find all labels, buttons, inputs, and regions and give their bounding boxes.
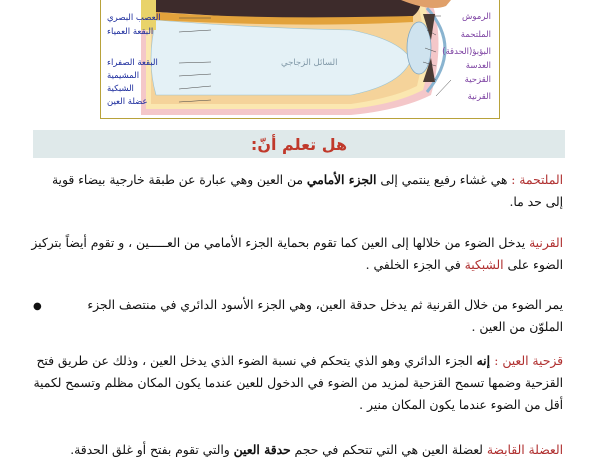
label-optic-nerve: العصب البصري [107, 13, 161, 23]
eye-anatomy-diagram [100, 0, 500, 119]
paragraph-cornea: القرنية يدخل الضوء من خلالها إلى العين كما تقوم بحماية الجزء الأمامي من العـــــين ، و تقوم أيضاً بتركيز الضوء على الشبكية في الجزء الخلفي . [31, 236, 563, 272]
term-retina: الشبكية [464, 258, 504, 272]
term-cornea: القرنية [529, 236, 563, 250]
term-conjunctiva: الملتحمة : [511, 173, 563, 187]
term-iris: قزحية العين : [494, 354, 563, 368]
paragraph-pupil: يمر الضوء من خلال القرنية ثم يدخل حدقة العين، وهي الجزء الأسود الدائري في منتصف الجزء الملوّن من العين . [87, 298, 563, 334]
label-choroid: المشيمية [107, 71, 140, 81]
label-vitreous: السائل الزجاجي [281, 58, 338, 68]
label-blind-spot: البقعة العمياء [107, 27, 154, 37]
did-you-know-heading-band [33, 130, 565, 158]
term-sphincter-muscle: العضلة القابضة [486, 443, 563, 457]
did-you-know-heading: هل تعلم أنّ: [250, 134, 348, 154]
bullet-dot: ● [33, 301, 42, 312]
label-lens: العدسة [465, 61, 491, 71]
bold-front-part: الجزء الأمامي [306, 172, 377, 187]
label-pupil: البؤبؤ(الحدقة) [442, 47, 491, 57]
paragraph-conjunctiva: الملتحمة : هي غشاء رفيع ينتمي إلى الجزء الأمامي من العين وهي عبارة عن طبقة خارجية بيضاء قوية إلى حد ما. [51, 172, 563, 209]
label-eye-muscle: عضلة العين [107, 97, 148, 107]
label-conjunctiva: الملتحمة [460, 30, 491, 40]
label-macula: البقعة الصفراء [107, 58, 158, 68]
label-iris: القزحية [464, 75, 491, 85]
label-cornea: القرنية [467, 92, 491, 102]
paragraph-iris: قزحية العين : إنه الجزء الدائري وهو الذي يتحكم في نسبة الضوء الذي يدخل العين ، وذلك عن طريق فتح القزحية وضمها تسمح القزحية لمزيد من الضوء في الدخول للعين عندما يكون المكان مظلم وتسمح لكمية أقل من الضوء عندما يكون المكان منير . [33, 353, 563, 412]
paragraph-sphincter: العضلة القابضة لعضلة العين هي التي تتحكم في حجم حدقة العين والتي تقوم بفتح أو غلق الحدقة. [70, 442, 563, 457]
bold-pupil: حدقة العين [233, 442, 291, 457]
label-eyelashes: الرموش [462, 12, 491, 22]
label-retina: الشبكية [107, 84, 134, 94]
